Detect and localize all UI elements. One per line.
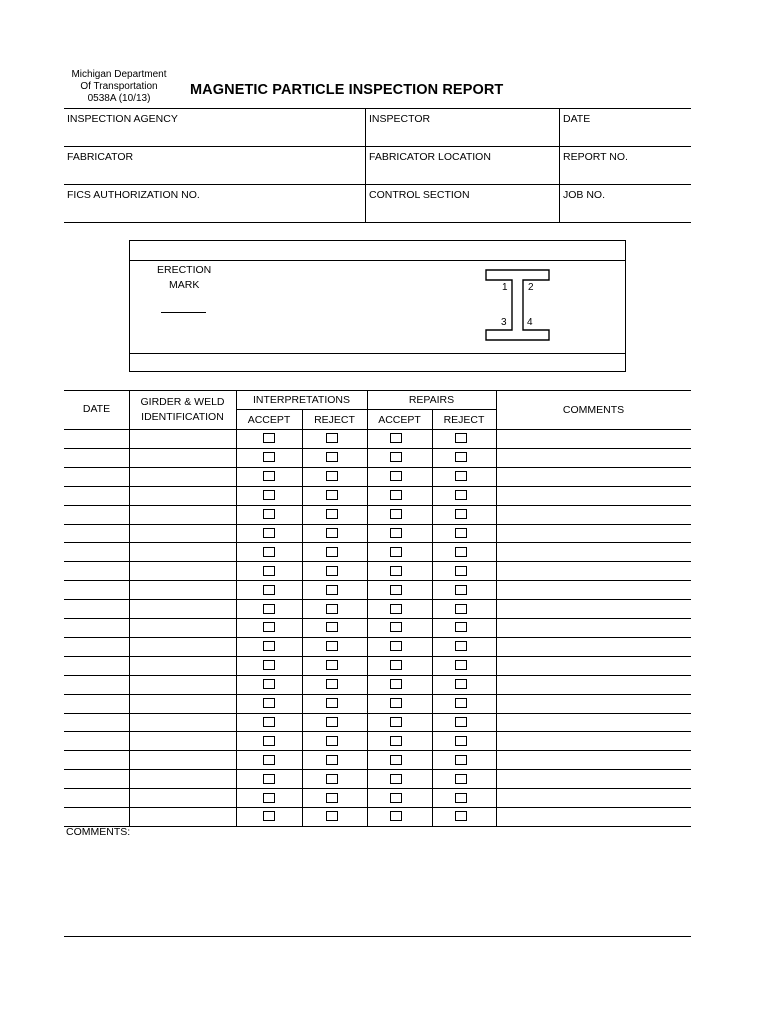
repair-accept-checkbox[interactable]: [390, 811, 402, 821]
interp-accept-checkbox[interactable]: [263, 679, 275, 689]
interp-reject-checkbox[interactable]: [326, 774, 338, 784]
fics-authorization-field[interactable]: FICS AUTHORIZATION NO.: [67, 189, 200, 201]
interp-reject-checkbox[interactable]: [326, 604, 338, 614]
table-row-rule: [64, 618, 691, 619]
repair-accept-checkbox[interactable]: [390, 566, 402, 576]
agency-name-line1: Michigan Department: [71, 69, 167, 80]
interp-accept-checkbox[interactable]: [263, 452, 275, 462]
interp-accept-checkbox[interactable]: [263, 622, 275, 632]
table-row-rule: [64, 713, 691, 714]
repair-accept-checkbox[interactable]: [390, 604, 402, 614]
interp-reject-checkbox[interactable]: [326, 679, 338, 689]
col-header-date: DATE: [82, 403, 111, 415]
repair-accept-checkbox[interactable]: [390, 471, 402, 481]
interp-accept-checkbox[interactable]: [263, 509, 275, 519]
repair-reject-checkbox[interactable]: [455, 755, 467, 765]
repair-accept-checkbox[interactable]: [390, 585, 402, 595]
table-row-rule: [64, 731, 691, 732]
mark-label: MARK: [169, 279, 200, 291]
interp-accept-checkbox[interactable]: [263, 528, 275, 538]
table-row-rule: [64, 675, 691, 676]
repair-reject-checkbox[interactable]: [455, 622, 467, 632]
col-header-girder-line2: IDENTIFICATION: [141, 411, 224, 423]
table-row-rule: [64, 807, 691, 808]
table-column-divider: [367, 390, 368, 826]
table-column-divider: [496, 390, 497, 826]
repair-accept-checkbox[interactable]: [390, 452, 402, 462]
table-header-rule: [64, 429, 691, 430]
interp-reject-checkbox[interactable]: [326, 622, 338, 632]
footer-bottom-rule: [64, 936, 691, 937]
i-beam-outline: [486, 270, 549, 340]
repair-accept-checkbox[interactable]: [390, 641, 402, 651]
i-beam-diagram: [482, 266, 554, 342]
interp-accept-checkbox[interactable]: [263, 774, 275, 784]
col-header-comments: COMMENTS: [562, 404, 625, 416]
interp-reject-checkbox[interactable]: [326, 698, 338, 708]
repair-accept-checkbox[interactable]: [390, 528, 402, 538]
info-top-rule: [64, 108, 691, 109]
repair-accept-checkbox[interactable]: [390, 490, 402, 500]
table-row-rule: [64, 467, 691, 468]
col-header-interp-accept: ACCEPT: [247, 414, 291, 426]
info-divider-1: [365, 108, 366, 223]
col-header-interp-reject: REJECT: [314, 414, 355, 426]
info-rule-2: [64, 184, 691, 185]
table-row-rule: [64, 656, 691, 657]
repair-accept-checkbox[interactable]: [390, 547, 402, 557]
interp-reject-checkbox[interactable]: [326, 736, 338, 746]
footer-comments-area[interactable]: [130, 828, 690, 932]
interp-accept-checkbox[interactable]: [263, 698, 275, 708]
repair-reject-checkbox[interactable]: [455, 528, 467, 538]
table-row-rule: [64, 750, 691, 751]
fabricator-location-field[interactable]: FABRICATOR LOCATION: [369, 151, 491, 163]
table-row-rule: [64, 637, 691, 638]
table-row-rule: [64, 788, 691, 789]
erection-mark-input[interactable]: [161, 312, 206, 313]
repair-accept-checkbox[interactable]: [390, 433, 402, 443]
repair-reject-checkbox[interactable]: [455, 660, 467, 670]
form-id: 0538A (10/13): [87, 93, 151, 104]
repair-accept-checkbox[interactable]: [390, 679, 402, 689]
repair-accept-checkbox[interactable]: [390, 736, 402, 746]
col-header-repair-reject: REJECT: [443, 414, 485, 426]
info-divider-2: [559, 108, 560, 223]
job-no-field[interactable]: JOB NO.: [563, 189, 606, 201]
repair-accept-checkbox[interactable]: [390, 774, 402, 784]
interp-accept-checkbox[interactable]: [263, 717, 275, 727]
table-subheader-rule: [236, 409, 496, 410]
repair-reject-checkbox[interactable]: [455, 471, 467, 481]
interp-accept-checkbox[interactable]: [263, 547, 275, 557]
interp-reject-checkbox[interactable]: [326, 755, 338, 765]
interp-accept-checkbox[interactable]: [263, 755, 275, 765]
repair-reject-checkbox[interactable]: [455, 641, 467, 651]
interp-reject-checkbox[interactable]: [326, 433, 338, 443]
info-rule-3: [64, 222, 691, 223]
footer-comments-label: COMMENTS:: [66, 826, 131, 838]
interp-accept-checkbox[interactable]: [263, 604, 275, 614]
date-field[interactable]: DATE: [563, 113, 591, 125]
control-section-field[interactable]: CONTROL SECTION: [369, 189, 470, 201]
interp-reject-checkbox[interactable]: [326, 547, 338, 557]
interp-accept-checkbox[interactable]: [263, 566, 275, 576]
col-header-interpretations: INTERPRETATIONS: [252, 394, 351, 406]
inspection-agency-field[interactable]: INSPECTION AGENCY: [67, 113, 178, 125]
interp-accept-checkbox[interactable]: [263, 811, 275, 821]
table-column-divider: [129, 390, 130, 826]
interp-reject-checkbox[interactable]: [326, 471, 338, 481]
erection-label: ERECTION: [157, 264, 212, 276]
repair-accept-checkbox[interactable]: [390, 698, 402, 708]
repair-reject-checkbox[interactable]: [455, 433, 467, 443]
col-header-repair-accept: ACCEPT: [378, 414, 421, 426]
interp-accept-checkbox[interactable]: [263, 490, 275, 500]
repair-reject-checkbox[interactable]: [455, 604, 467, 614]
table-row-rule: [64, 505, 691, 506]
table-row-rule: [64, 599, 691, 600]
page-title: MAGNETIC PARTICLE INSPECTION REPORT: [190, 82, 504, 98]
interp-reject-checkbox[interactable]: [326, 452, 338, 462]
repair-accept-checkbox[interactable]: [390, 660, 402, 670]
flange-label-4: 4: [527, 317, 533, 328]
flange-label-3: 3: [501, 317, 507, 328]
interp-reject-checkbox[interactable]: [326, 585, 338, 595]
repair-reject-checkbox[interactable]: [455, 679, 467, 689]
repair-accept-checkbox[interactable]: [390, 622, 402, 632]
flange-label-1: 1: [502, 282, 508, 293]
interp-reject-checkbox[interactable]: [326, 660, 338, 670]
repair-reject-checkbox[interactable]: [455, 811, 467, 821]
fabricator-field[interactable]: FABRICATOR: [67, 151, 134, 163]
inspector-field[interactable]: INSPECTOR: [369, 113, 431, 125]
interp-reject-checkbox[interactable]: [326, 566, 338, 576]
table-row-rule: [64, 694, 691, 695]
interp-reject-checkbox[interactable]: [326, 509, 338, 519]
repair-accept-checkbox[interactable]: [390, 755, 402, 765]
interp-accept-checkbox[interactable]: [263, 585, 275, 595]
repair-reject-checkbox[interactable]: [455, 585, 467, 595]
repair-reject-checkbox[interactable]: [455, 547, 467, 557]
repair-reject-checkbox[interactable]: [455, 452, 467, 462]
repair-accept-checkbox[interactable]: [390, 793, 402, 803]
interp-accept-checkbox[interactable]: [263, 793, 275, 803]
interp-reject-checkbox[interactable]: [326, 490, 338, 500]
erection-box-rule-top: [129, 260, 626, 261]
table-row-rule: [64, 542, 691, 543]
table-row-rule: [64, 561, 691, 562]
agency-name-line2: Of Transportation: [80, 81, 158, 92]
repair-reject-checkbox[interactable]: [455, 698, 467, 708]
repair-reject-checkbox[interactable]: [455, 793, 467, 803]
col-header-girder-line1: GIRDER & WELD: [140, 396, 225, 408]
table-row-rule: [64, 524, 691, 525]
interp-accept-checkbox[interactable]: [263, 471, 275, 481]
repair-accept-checkbox[interactable]: [390, 717, 402, 727]
report-no-field[interactable]: REPORT NO.: [563, 151, 628, 163]
flange-label-2: 2: [528, 282, 534, 293]
col-header-repairs: REPAIRS: [408, 394, 455, 406]
repair-reject-checkbox[interactable]: [455, 774, 467, 784]
interp-accept-checkbox[interactable]: [263, 641, 275, 651]
agency-block: [56, 69, 182, 105]
table-row-rule: [64, 580, 691, 581]
interp-reject-checkbox[interactable]: [326, 793, 338, 803]
interp-accept-checkbox[interactable]: [263, 736, 275, 746]
table-row-rule: [64, 769, 691, 770]
interp-accept-checkbox[interactable]: [263, 433, 275, 443]
table-row-rule: [64, 486, 691, 487]
interp-accept-checkbox[interactable]: [263, 660, 275, 670]
repair-reject-checkbox[interactable]: [455, 490, 467, 500]
table-top-rule: [64, 390, 691, 391]
info-rule-1: [64, 146, 691, 147]
erection-box-rule-bottom: [129, 353, 626, 354]
repair-reject-checkbox[interactable]: [455, 736, 467, 746]
repair-reject-checkbox[interactable]: [455, 566, 467, 576]
interp-reject-checkbox[interactable]: [326, 641, 338, 651]
table-row-rule: [64, 448, 691, 449]
repair-accept-checkbox[interactable]: [390, 509, 402, 519]
interp-reject-checkbox[interactable]: [326, 528, 338, 538]
table-row-rule: [64, 826, 691, 827]
interp-reject-checkbox[interactable]: [326, 811, 338, 821]
repair-reject-checkbox[interactable]: [455, 509, 467, 519]
table-column-divider: [236, 390, 237, 826]
interp-reject-checkbox[interactable]: [326, 717, 338, 727]
repair-reject-checkbox[interactable]: [455, 717, 467, 727]
